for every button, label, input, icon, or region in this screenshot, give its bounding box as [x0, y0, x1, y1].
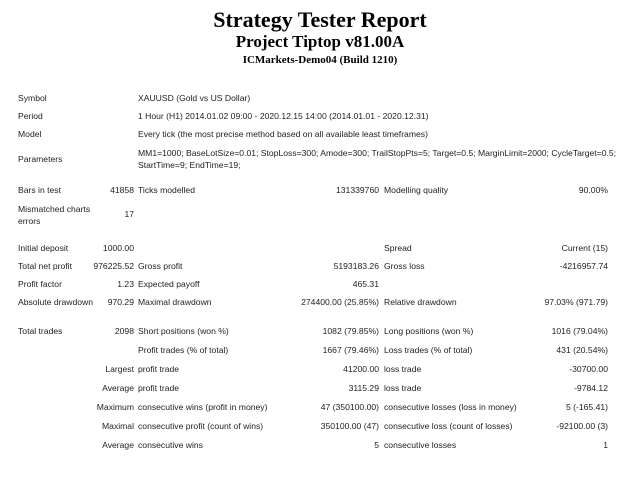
maximal-consecutive-loss-value: -92100.00 (3): [556, 421, 608, 431]
profit-trades-value: 1667 (79.46%): [322, 345, 379, 355]
drawdown-row: [0, 297, 640, 315]
bars-row: [0, 185, 640, 203]
info-section: [0, 93, 640, 177]
report-header: [0, 0, 640, 68]
deposit-label: Initial deposit: [18, 243, 69, 253]
test-section: [0, 185, 640, 229]
maximal-drawdown-label: Maximal drawdown: [138, 297, 212, 307]
symbol-row: [0, 93, 640, 111]
parameters-value: MM1=1000; BaseLotSize=0.01; StopLoss=300; Amode=300; TrailStopPts=5; Target=0.5; MarginLimit=2000; CycleTarget=0.5; StartTime=9; EndTime=19;: [138, 148, 617, 170]
money-section: [0, 243, 640, 315]
maximal-row: [0, 421, 640, 440]
parameters-row: [0, 147, 640, 177]
absolute-drawdown-label: Absolute drawdown: [18, 297, 94, 307]
loss-trades-value: 431 (20.54%): [556, 345, 608, 355]
quality-value: 90.00%: [578, 185, 608, 195]
average-profit-label: profit trade: [138, 383, 180, 393]
total-trades-row: [0, 326, 640, 345]
net-profit-value: 976225.52: [93, 261, 134, 271]
largest-profit-label: profit trade: [138, 364, 180, 374]
expected-payoff-label: Expected payoff: [138, 279, 200, 289]
model-row: [0, 129, 640, 147]
total-trades-label: Total trades: [18, 326, 63, 336]
average-row: [0, 383, 640, 402]
gross-loss-label: Gross loss: [384, 261, 425, 271]
ticks-label: Ticks modelled: [138, 185, 195, 195]
ticks-value: 131339760: [335, 185, 379, 195]
expected-payoff-value: 465.31: [352, 279, 379, 289]
gross-profit-label: Gross profit: [138, 261, 183, 271]
average-consecutive-row: [0, 440, 640, 459]
maximal-label: Maximal: [102, 421, 134, 431]
largest-profit-value: 41200.00: [343, 364, 379, 374]
gross-loss-value: -4216957.74: [559, 261, 608, 271]
relative-drawdown-label: Relative drawdown: [384, 297, 457, 307]
long-positions-value: 1016 (79.04%): [551, 326, 608, 336]
net-profit-label: Total net profit: [18, 261, 72, 271]
max-consecutive-losses-value: 5 (-165.41): [565, 402, 608, 412]
average-loss-value: -9784.12: [574, 383, 608, 393]
maximal-consecutive-profit-label: consecutive profit (count of wins): [138, 421, 264, 431]
profit-factor-row: [0, 279, 640, 297]
period-value: 1 Hour (H1) 2014.01.02 09:00 - 2020.12.15 14:00 (2014.01.01 - 2020.12.31): [138, 111, 429, 121]
absolute-drawdown-value: 970.29: [107, 297, 134, 307]
largest-row: [0, 364, 640, 383]
maximal-consecutive-profit-value: 350100.00 (47): [320, 421, 379, 431]
maximum-row: [0, 402, 640, 421]
quality-label: Modelling quality: [384, 185, 449, 195]
largest-loss-label: loss trade: [384, 364, 422, 374]
short-positions-label: Short positions (won %): [138, 326, 229, 336]
max-consecutive-wins-value: 47 (350100.00): [320, 402, 379, 412]
mismatch-row: [0, 203, 640, 229]
deposit-row: [0, 243, 640, 261]
deposit-value: 1000.00: [102, 243, 134, 253]
average-consecutive-wins-value: 5: [374, 440, 379, 450]
spread-label: Spread: [384, 243, 412, 253]
period-label: Period: [18, 111, 43, 121]
gross-profit-value: 5193183.26: [333, 261, 379, 271]
largest-label: Largest: [105, 364, 134, 374]
profit-trades-label: Profit trades (% of total): [138, 345, 229, 355]
bars-label: Bars in test: [18, 185, 61, 195]
bars-value: 41858: [110, 185, 134, 195]
maximal-drawdown-value: 274400.00 (25.85%): [301, 297, 379, 307]
loss-trades-label: Loss trades (% of total): [384, 345, 473, 355]
maximal-consecutive-loss-label: consecutive loss (count of losses): [384, 421, 513, 431]
server-build: ICMarkets-Demo04 (Build 1210): [242, 54, 398, 66]
expert-name: Project Tiptop v81.00A: [235, 32, 405, 51]
report-title: Strategy Tester Report: [213, 7, 427, 32]
profit-factor-label: Profit factor: [18, 279, 62, 289]
mismatch-label: Mismatched charts errors: [18, 204, 91, 226]
profit-factor-value: 1.23: [117, 279, 134, 289]
net-profit-row: [0, 261, 640, 279]
average-consecutive-wins-label: consecutive wins: [138, 440, 203, 450]
parameters-label: Parameters: [18, 154, 63, 164]
max-consecutive-wins-label: consecutive wins (profit in money): [138, 402, 268, 412]
profit-trades-row: [0, 345, 640, 364]
max-consecutive-losses-label: consecutive losses (loss in money): [384, 402, 517, 412]
model-value: Every tick (the most precise method based on all available least timeframes): [138, 129, 428, 139]
period-row: [0, 111, 640, 129]
average-profit-value: 3115.29: [348, 383, 379, 393]
total-trades-value: 2098: [114, 326, 134, 336]
maximum-label: Maximum: [96, 402, 134, 412]
symbol-value: XAUUSD (Gold vs US Dollar): [138, 93, 251, 103]
average-consecutive-label: Average: [102, 440, 134, 450]
largest-loss-value: -30700.00: [569, 364, 608, 374]
average-consecutive-losses-label: consecutive losses: [384, 440, 457, 450]
short-positions-value: 1082 (79.85%): [322, 326, 379, 336]
relative-drawdown-value: 97.03% (971.79): [544, 297, 608, 307]
mismatch-value: 17: [124, 209, 134, 219]
long-positions-label: Long positions (won %): [384, 326, 474, 336]
model-label: Model: [18, 129, 42, 139]
average-loss-label: loss trade: [384, 383, 422, 393]
average-label: Average: [102, 383, 134, 393]
spread-value: Current (15): [561, 243, 608, 253]
average-consecutive-losses-value: 1: [603, 440, 608, 450]
symbol-label: Symbol: [18, 93, 47, 103]
trades-section: [0, 326, 640, 459]
